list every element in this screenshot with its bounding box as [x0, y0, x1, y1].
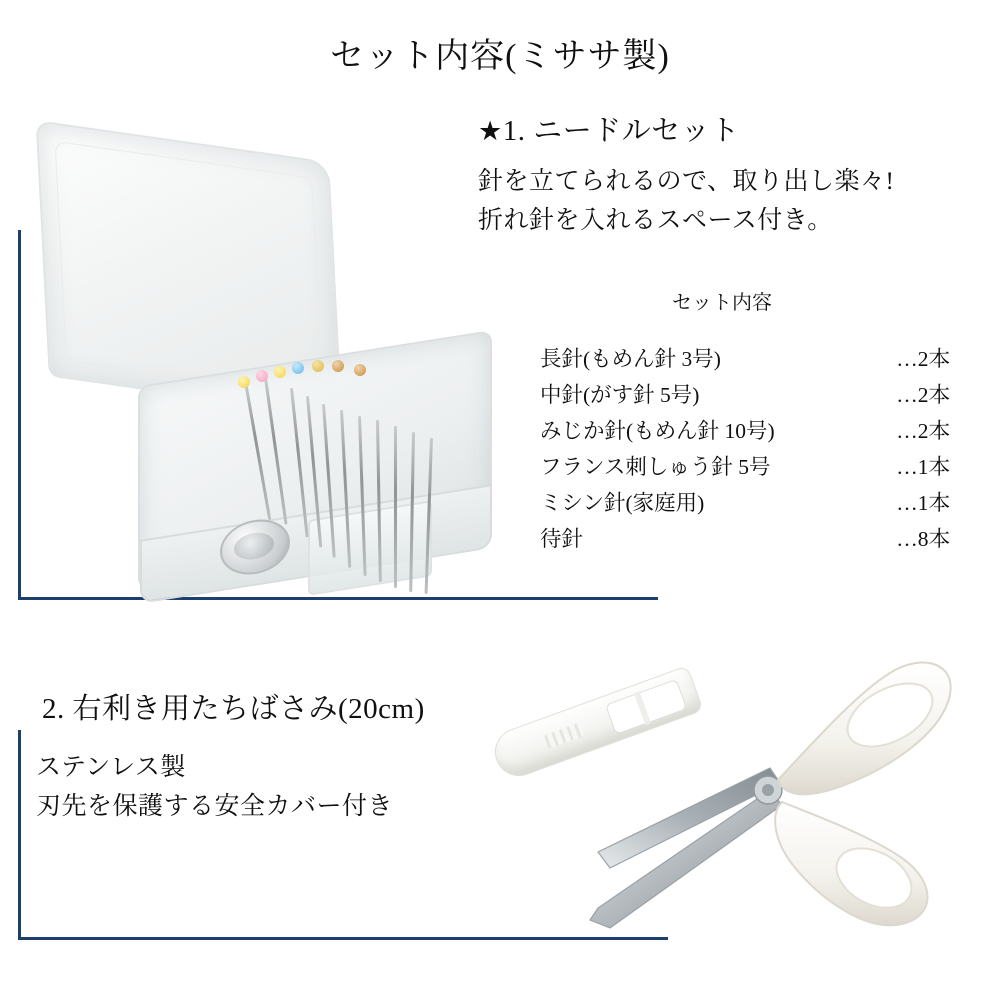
pin-head-blue [292, 362, 304, 374]
pin-head-yellow [274, 366, 286, 378]
item-name: 待針 [540, 527, 584, 551]
item-qty: …1本 [896, 491, 950, 515]
item-qty: …2本 [896, 347, 950, 371]
page-title: セット内容(ミササ製) [330, 38, 670, 75]
pin-head-pink [256, 370, 268, 382]
needle-pin [394, 426, 397, 588]
scissors-svg [470, 640, 990, 970]
section-1-description-line-1: 針を立てられるので、取り出し楽々! [478, 168, 895, 195]
item-name: 長針(もめん針 3号) [540, 347, 721, 371]
item-name: フランス刺しゅう針 5号 [540, 455, 771, 479]
contents-table [540, 340, 950, 556]
section-1-description [478, 162, 894, 240]
pin-head-gold [312, 360, 324, 372]
scissors-pivot-center [762, 784, 774, 796]
pin-head-bronze [332, 360, 344, 372]
table-row [540, 520, 950, 556]
table-row [540, 340, 950, 376]
item-qty: …8本 [896, 527, 950, 551]
contents-list-caption: セット内容 [672, 292, 772, 314]
item-name: ミシン針(家庭用) [540, 491, 705, 515]
item-name: みじか針(もめん針 10号) [540, 419, 775, 443]
section-1-description-line-2: 折れ針を入れるスペース付き。 [478, 207, 833, 234]
item-qty: …2本 [896, 419, 950, 443]
table-row [540, 484, 950, 520]
table-row [540, 412, 950, 448]
item-name: 中針(がす針 5号) [540, 383, 700, 407]
section-2-description-line-1: ステンレス製 [36, 754, 186, 781]
section-2-heading: 2. 右利き用たちばさみ(20cm) [42, 693, 425, 725]
section-2-description-line-2: 刃先を保護する安全カバー付き [36, 793, 394, 820]
star-icon: ★ [478, 116, 503, 146]
item-qty: …1本 [896, 455, 950, 479]
section-2-description [36, 748, 393, 826]
needle-case-illustration [28, 120, 508, 590]
item-qty: …2本 [896, 383, 950, 407]
table-row [540, 448, 950, 484]
section-1-heading [478, 108, 740, 149]
pin-head-bronze [354, 364, 366, 376]
table-row [540, 376, 950, 412]
scissors-illustration [470, 640, 990, 970]
section-1-heading-text: 1. ニードルセット [502, 115, 740, 147]
pin-head-yellow [238, 376, 250, 388]
